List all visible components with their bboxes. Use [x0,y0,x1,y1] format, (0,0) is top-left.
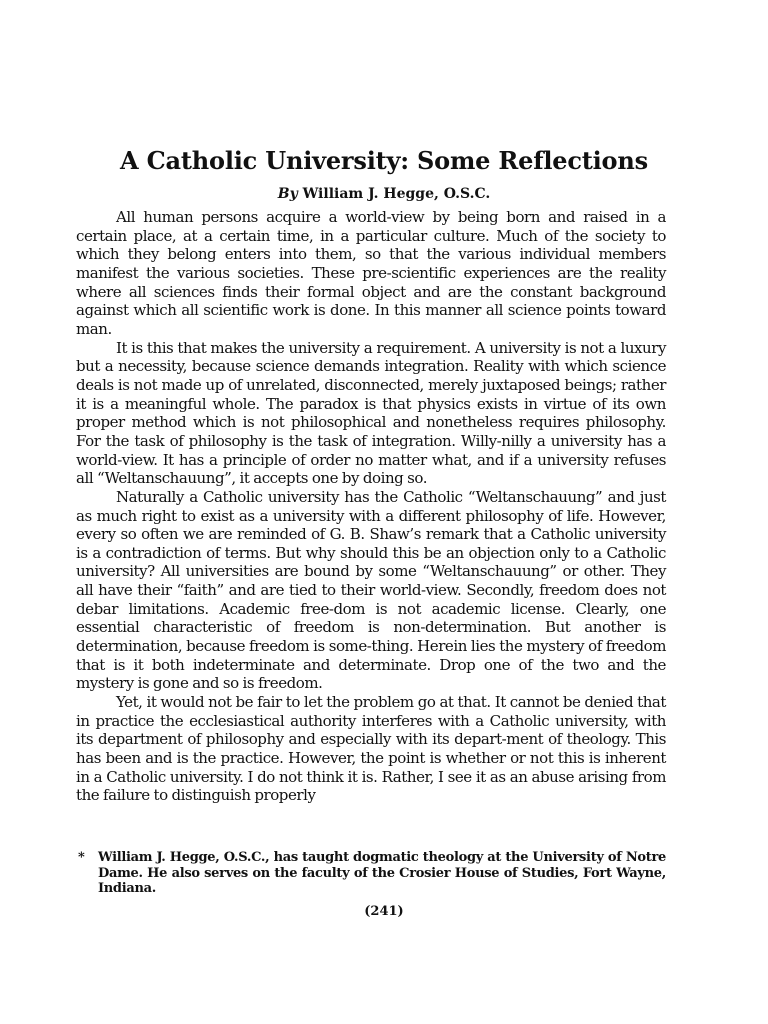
footnote [76,850,666,897]
paragraph-2: It is this that makes the university a requirement. A university is not a luxury but a necessity, because science demands integration. Reality with which science deals is not made up of unrelated, disconnected, merely juxtaposed beings; rather it is a meaningful whole. The paradox is that physics exists in virtue of its own proper method which is not philosophical and nonetheless requires philosophy. For the task of philosophy is the task of integration. Willy-nilly a university has a world-view. It has a principle of order no matter what, and if a university refuses all “Weltanschauung”, it accepts one by doing so. [76,338,666,488]
footnote-mark: * [78,850,85,865]
article-title: A Catholic University: Some Reflections [120,146,648,175]
byline-prefix: By [277,186,298,202]
byline [0,186,768,202]
paragraph-4: Yet, it would not be fair to let the problem go at that. It cannot be denied that in practice the ecclesiastical authority interferes with a Catholic university, with its department of philosophy and especially with its depart-ment of theology. This has been and is the practice. However, the point is whether or not this is inherent in a Catholic university. I do not think it is. Rather, I see it as an abuse arising from the failure to distinguish properly [76,693,666,805]
author-name: William J. Hegge, O.S.C. [302,186,491,202]
page-number: (241) [364,904,404,919]
footnote-text: William J. Hegge, O.S.C., has taught dogmatic theology at the University of Notre Dame. He also serves on the faculty of the Crosier House of Studies, Fort Wayne, Indiana. [98,850,666,896]
paragraph-3: Naturally a Catholic university has the Catholic “Weltanschauung” and just as much right to exist as a university with a different philosophy of life. However, every so often we are reminded of G. B. Shaw’s remark that a Catholic university is a contradiction of terms. But why should this be an objection only to a Catholic university? All universities are bound by some “Weltanschauung” or other. They all have their “faith” and are tied to their world-view. Secondly, freedom does not debar limitations. Academic free-dom is not academic license. Clearly, one essential characteristic of freedom is non-determination. But another is determination, because freedom is some-thing. Herein lies the mystery of freedom that is it both indeterminate and determinate. Drop one of the two and the mystery is gone and so is freedom. [76,487,666,693]
paragraph-1: All human persons acquire a world-view by being born and raised in a certain place, at a certain time, in a particular culture. Much of the society to which they belong enters into them, so that the various individual members manifest the various societies. These pre-scientific experiences are the reality where all sciences finds their formal object and are the constant background against which all scientific work is done. In this manner all science points toward man. [76,208,666,338]
article-body [76,208,666,805]
